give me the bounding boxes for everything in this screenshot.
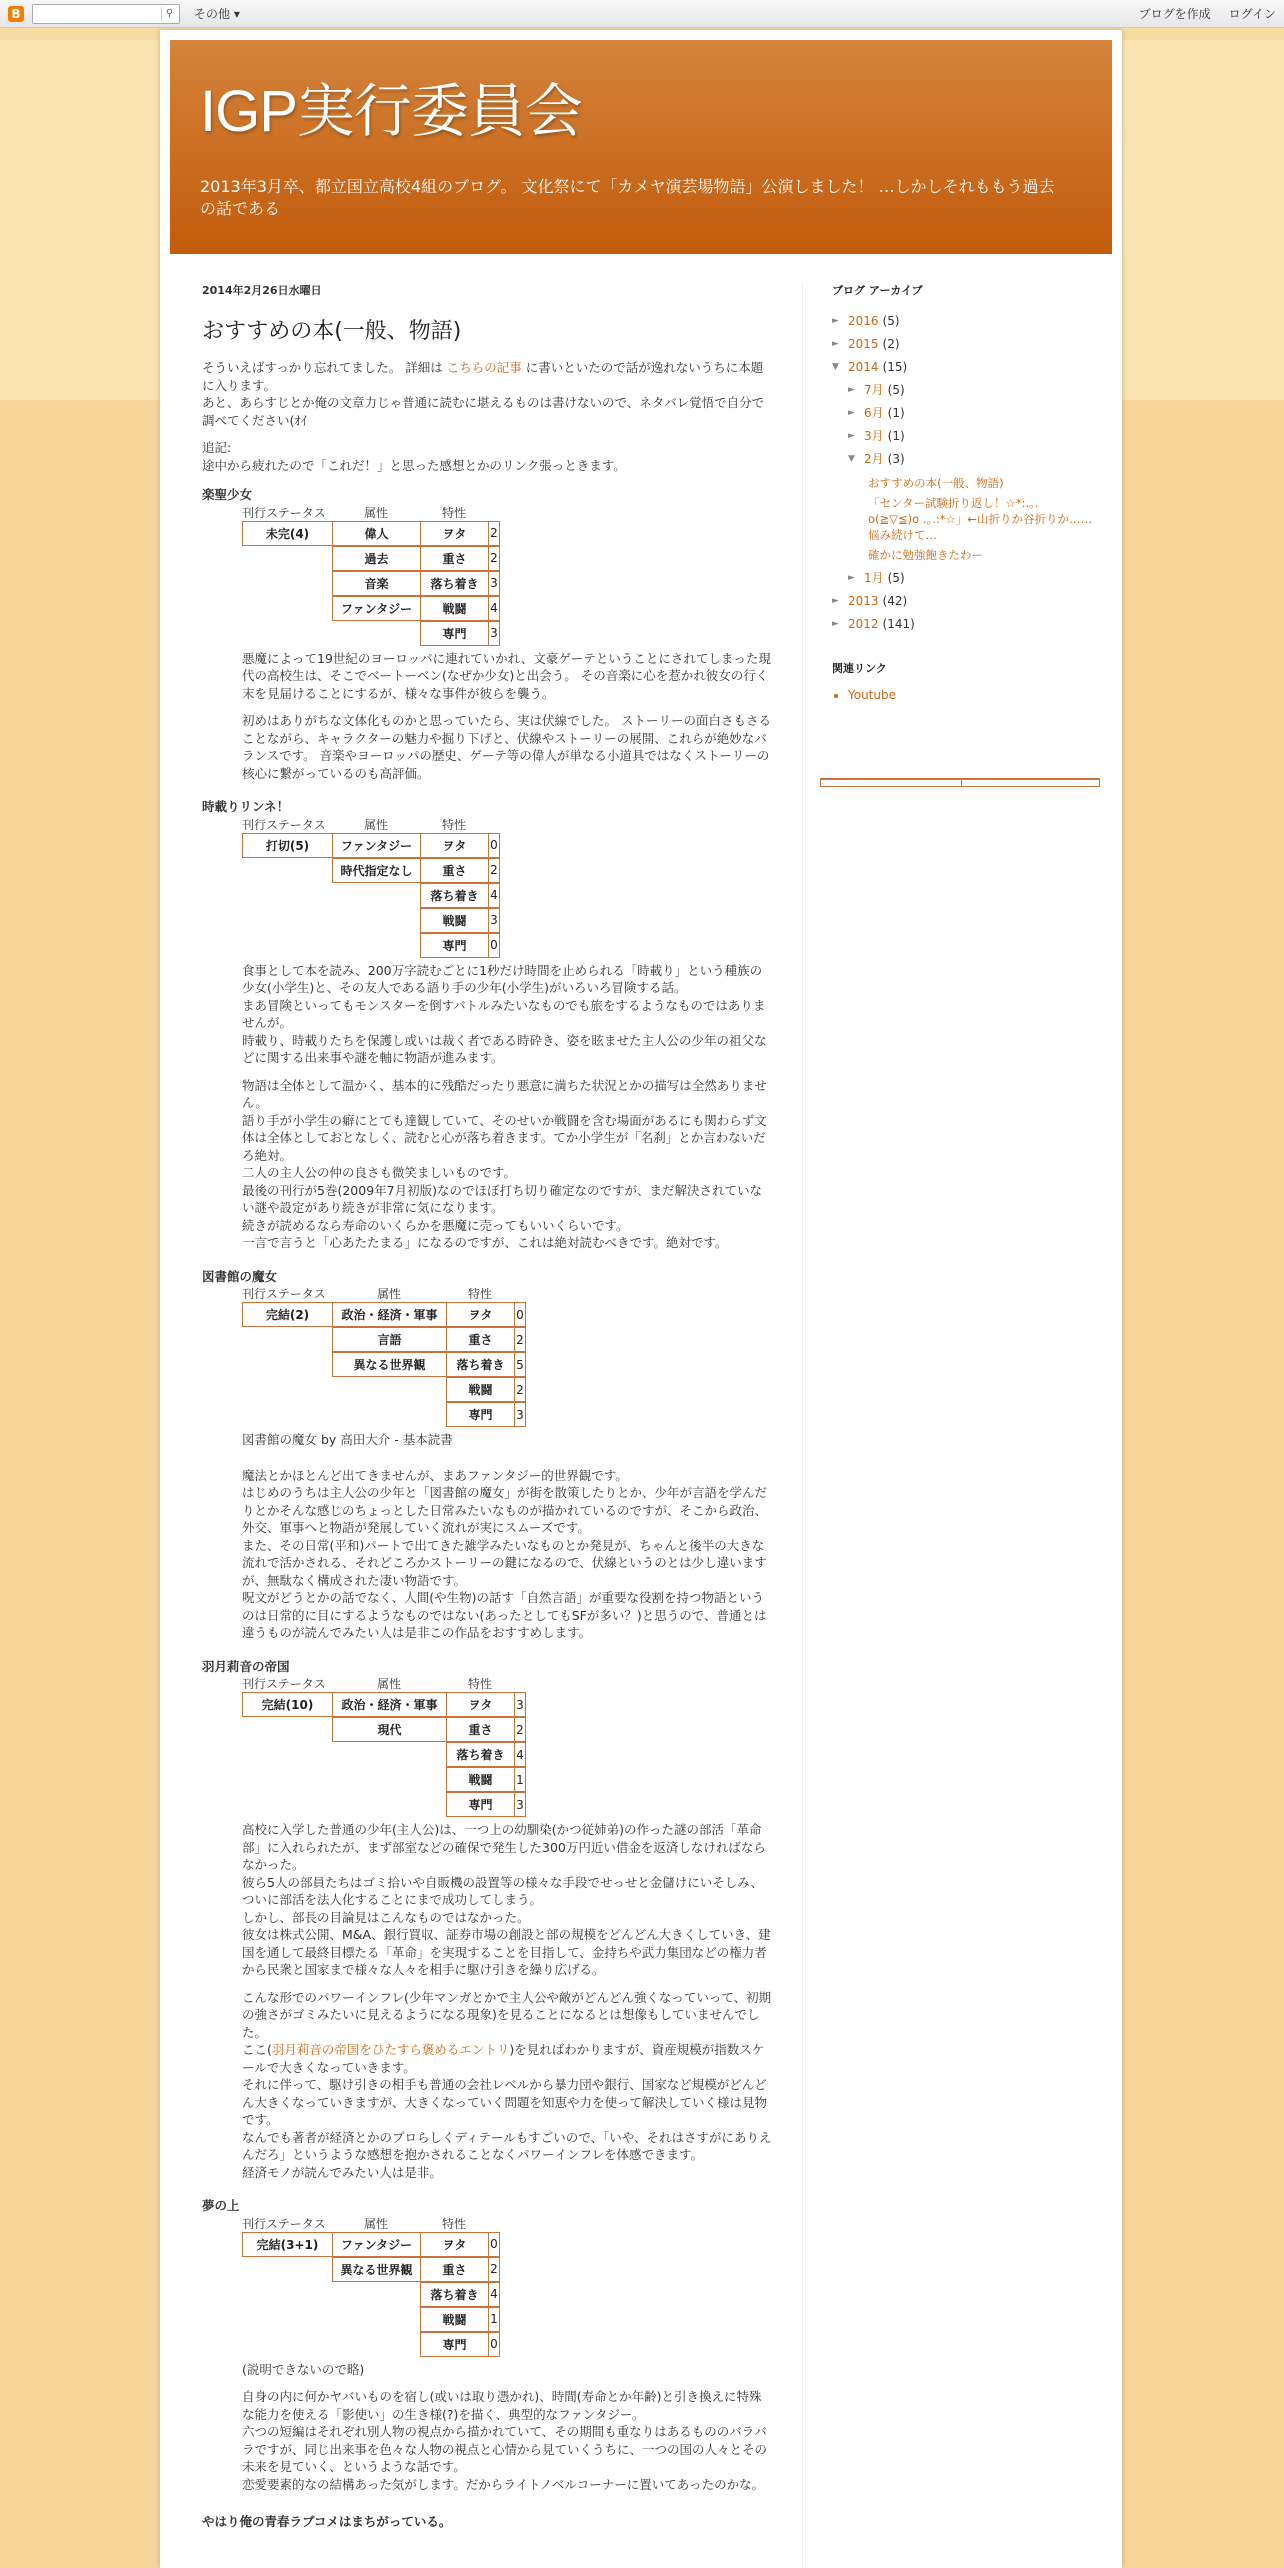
more-menu[interactable]: その他 ▾ [194, 7, 240, 21]
archive-count: (1) [887, 406, 905, 420]
spacer [242, 1979, 772, 1989]
trait-cell: 戦闘 [420, 2307, 489, 2332]
triangle-right-icon[interactable]: ► [832, 596, 839, 606]
attr-cell: 言語 [332, 1327, 447, 1352]
trait-cell: ヲタ [420, 521, 489, 546]
trait-header: 特性 [441, 505, 466, 520]
trait-header: 特性 [441, 817, 466, 832]
book-description [242, 1431, 772, 1652]
triangle-right-icon[interactable]: ► [848, 573, 855, 583]
trait-cell: 落ち着き [446, 1742, 515, 1767]
table-header [242, 504, 772, 521]
related-links [832, 660, 1092, 702]
trait-cell: 専門 [420, 2332, 489, 2357]
archive-count: (42) [882, 594, 908, 608]
trait-value: 1 [488, 2307, 500, 2332]
trait-value: 2 [514, 1717, 526, 1742]
triangle-right-icon[interactable]: ► [848, 408, 855, 418]
archive-item[interactable] [832, 425, 1092, 448]
archive-post-link[interactable]: おすすめの本(一般、物語) [868, 476, 1004, 490]
description-line: 六つの短編はそれぞれ別人物の視点から描かれていて、その期間も重なりはあるもののバラバラですが、同じ出来事を色々な人物の視点と心情から見ていくうちに、一つの国の人々とその未来を見ていく、というような話です。 [242, 2424, 768, 2474]
blogger-logo-icon[interactable]: B [8, 6, 24, 22]
archive-link[interactable]: 6月 [864, 406, 884, 420]
triangle-down-icon[interactable]: ▼ [832, 362, 839, 372]
description-line: 高校に入学した普通の少年(主人公)は、一つ上の幼馴染(かつ従姉弟)の作った謎の部活「革命部」に入れられたが、まず部室などの確保で発生した300万円近い借金を返済しなければならなかった。 [242, 1822, 766, 1872]
attr-cell: 音楽 [332, 571, 421, 596]
description-line: 経済モノが読んでみたい人は是非。 [242, 2164, 442, 2180]
post-title[interactable]: おすすめの本(一般、物語) [202, 319, 462, 344]
description-line: 続きが読めるなら寿命のいくらかを悪魔に売ってもいいくらいです。 [242, 1217, 629, 1233]
attr-cell: 政治・経済・軍事 [332, 1692, 447, 1717]
attr-cell: 過去 [332, 546, 421, 571]
trait-cell: 重さ [446, 1327, 515, 1352]
description-text: ここ( [242, 2042, 272, 2057]
archive-item[interactable] [832, 567, 1092, 590]
status-header: 刊行ステータス [242, 1287, 326, 1301]
book-description [242, 962, 772, 1262]
trait-cell: 落ち着き [420, 571, 489, 596]
description-line: 呪文がどうとかの話でなく、人間(や生物)の話す「自然言語」が重要な役割を持つ物語というのは日常的に目にするようなものではない(あったとしてもSFが多い？)と思うので、普通とは違うものが読んでみたい人は是非この作品をおすすめします。 [242, 1590, 767, 1640]
trait-cell: 専門 [446, 1402, 515, 1427]
trait-value: 3 [514, 1402, 526, 1427]
trait-value: 4 [488, 596, 500, 621]
sidebar-divider [820, 778, 1100, 787]
archive-post-link[interactable]: 確かに勉強飽きたわー [868, 548, 983, 562]
attr-cell: ファンタジー [332, 2232, 421, 2257]
book-description [242, 2361, 772, 2504]
archive-link[interactable]: 2013 [848, 594, 879, 608]
trait-cell: 重さ [420, 2257, 489, 2282]
archive-title: ブログ アーカイブ [832, 284, 923, 297]
status-cell: 完結(3+1) [242, 2232, 333, 2257]
trait-value: 5 [514, 1352, 526, 1377]
description-line: こんな形でのパワーインフレ(少年マンガとかで主人公や敵がどんどん強くなっていって、初期の強さがゴミみたいに見えるようになる現象)を見ることになるとは想像もしていませんでした。 [242, 1989, 772, 2040]
spacer [242, 2493, 772, 2503]
triangle-down-icon[interactable]: ▼ [848, 454, 855, 464]
trait-cell: 戦闘 [446, 1377, 515, 1402]
table-header [242, 1285, 772, 1302]
archive-item[interactable] [832, 333, 1092, 356]
trait-header: 特性 [467, 1287, 492, 1301]
next-book-title: やはり俺の青春ラブコメはまちがっている。 [202, 2514, 452, 2529]
trait-cell: ヲタ [420, 833, 489, 858]
trait-cell: 専門 [420, 933, 489, 958]
book-description [242, 650, 772, 793]
archive-count: (141) [882, 617, 915, 631]
trait-cell: 戦闘 [446, 1767, 515, 1792]
archive-count: (5) [887, 383, 905, 397]
book-block [242, 1285, 772, 1652]
attr-header: 属性 [376, 1287, 401, 1301]
archive-post-link[interactable]: 「センター試験折り返し！☆*:.｡. o(≧▽≦)o .｡.:*☆」←山折りか谷折りか……悩み続けて… [868, 496, 1092, 542]
spacer [242, 1067, 772, 1077]
archive-item[interactable] [832, 590, 1092, 613]
archive-count: (5) [887, 571, 905, 585]
triangle-right-icon[interactable]: ► [832, 339, 839, 349]
trait-cell: 重さ [420, 858, 489, 883]
trait-value: 3 [514, 1692, 526, 1717]
description-line: 彼女は株式公開、M&A、銀行買収、証券市場の創設と部の規模をどんどん大きくしていき、建国を通して最終目標たる「革命」を実現することを目指して、金持ちや武力集団などの権力者から民衆と国家まで様々な人々を相手に駆け引きを繰り広げる。 [242, 1927, 771, 1977]
blogger-navbar [0, 0, 1284, 28]
attr-header: 属性 [363, 817, 388, 832]
spacer [242, 2378, 772, 2388]
archive-link[interactable]: 1月 [864, 571, 884, 585]
status-cell: 完結(10) [242, 1692, 333, 1717]
trait-value: 4 [514, 1742, 526, 1767]
book-table [242, 1302, 772, 1431]
archive-item[interactable] [832, 310, 1092, 333]
search-input[interactable] [32, 4, 180, 24]
trait-value: 3 [488, 621, 500, 646]
attr-cell: ファンタジー [332, 596, 421, 621]
archive-count: (2) [882, 337, 900, 351]
description-text: )を見ればわかりますが、資産規模が指数スケールで大きくなっていきます。 [242, 2042, 765, 2075]
description-line: なんでも著者が経済とかのプロらしくディテールもすごいので、「いや、それはさすがにありえんだろ」というような感想を抱かされることなくパワーインフレを体感できます。 [242, 2129, 772, 2162]
description-line: 物語は全体として温かく、基本的に残酷だったり悪意に満ちた状況とかの描写は全然ありません。 [242, 1077, 767, 1110]
description-line: 魔法とかほとんど出てきませんが、まあファンタジー的世界観です。 [242, 1467, 628, 1483]
triangle-right-icon[interactable]: ► [832, 619, 839, 629]
status-header: 刊行ステータス [242, 1677, 326, 1691]
page-container [160, 30, 1122, 2568]
trait-cell: 重さ [420, 546, 489, 571]
book-table [242, 1692, 772, 1821]
description-line: 彼ら5人の部員たちはゴミ拾いや自販機の設置等の様々な手段でせっせと金儲けにいそしみ、ついに部活を法人化することにまで成功してしまう。 [242, 1874, 763, 1907]
trait-value: 3 [514, 1792, 526, 1817]
intro-paragraph [202, 359, 772, 394]
attr-header: 属性 [363, 505, 388, 520]
postscript-text: 途中から疲れたので「これだ！」と思った感想とかのリンク張っときます。 [202, 457, 626, 473]
description-line: はじめのうちは主人公の少年と「図書館の魔女」が街を散策したりとか、少年が言語を学んだりとかそんな感じのちょっとした日常みたいなものが描かれているのですが、そこから政治、外交、軍事へと物語が発展していく流れが実にスムーズです。 [242, 1485, 768, 1535]
table-header [242, 816, 772, 833]
archive-link[interactable]: 2014 [848, 360, 879, 374]
archive-count: (3) [887, 452, 905, 466]
description-line: 初めはありがちな文体化ものかと思っていたら、実は伏線でした。 ストーリーの面白さもさることながら、キャラクターの魅力や掘り下げと、伏線やストーリーの展開、これらが絶妙なバランスです。 音楽やヨーロッパの歴史、ゲーテ等の偉人が単なる小道具ではなくストーリーの核心に繋がっているのも高評価。 [242, 713, 771, 781]
blog-header [170, 40, 1112, 254]
trait-value: 2 [488, 858, 500, 883]
trait-value: 4 [488, 2282, 500, 2307]
spacer [242, 1642, 772, 1652]
trait-cell: 戦闘 [420, 596, 489, 621]
book-description [242, 1821, 772, 2191]
article-link[interactable]: こちらの記事 [446, 360, 522, 375]
archive-item[interactable] [832, 379, 1092, 402]
book-title: 時載りリンネ！ [202, 799, 290, 814]
related-list [832, 688, 1092, 702]
book-title: 図書館の魔女 [202, 1268, 278, 1284]
description-line: 最後の刊行が5巻(2009年7月初版)なのでほぼ打ち切り確定なのですが、まだ解決されていない謎や設定があり続きが非常に気になります。 [242, 1182, 762, 1215]
book-block [242, 1675, 772, 2191]
trait-value: 2 [488, 521, 500, 546]
book-block [242, 504, 772, 793]
description-line: まあ冒険といってもモンスターを倒すバトルみたいなものでも旅をするようなものではありませんが。 [242, 997, 766, 1030]
book-table [242, 521, 772, 650]
review-link[interactable]: 羽月莉音の帝国をひたすら褒めるエントリ [271, 2042, 510, 2057]
blog-title[interactable]: IGP実行委員会 [200, 79, 582, 144]
description-line: しかし、部長の目論見はこんなものではなかった。 [242, 1909, 530, 1925]
book-block [242, 816, 772, 1262]
trait-value: 0 [488, 833, 500, 858]
attr-cell: ファンタジー [332, 833, 421, 858]
search-icon[interactable]: ⚲ [161, 7, 177, 21]
description-line: 自身の内に何かヤバいものを宿し(或いは取り憑かれ)、時間(寿命とか年齢)と引き換えに特殊な能力を使える「影使い」の生き様(?)を描く、典型的なファンタジー。 [242, 2389, 762, 2422]
description-line: 語り手が小学生の癖にとても達観していて、そのせいか戦闘を含む場面があるにも関わらず文体は全体としておとなしく、読むと心が落ち着きます。てか小学生が「名刹」とか言わないだろ絶対。 [242, 1112, 767, 1163]
attr-cell: 異なる世界観 [332, 2257, 421, 2282]
trait-cell: 戦闘 [420, 908, 489, 933]
book-title: 楽聖少女 [202, 487, 253, 502]
spacer [242, 702, 772, 712]
status-header: 刊行ステータス [242, 2216, 326, 2231]
trait-cell: 落ち着き [446, 1352, 515, 1377]
trait-value: 3 [488, 908, 500, 933]
create-blog-link[interactable]: ブログを作成 [1138, 7, 1211, 21]
trait-value: 0 [488, 2232, 500, 2257]
trait-value: 0 [488, 2332, 500, 2357]
status-cell: 未完(4) [242, 521, 333, 546]
description-line: また、その日常(平和)パートで出てきた雑学みたいなものとか発見が、ちゃんと後半の大きな流れで活かされる、それどころかストーリーの鍵になるので、伏線というのとは少し違いますが、無駄なく構成された凄い物語です。 [242, 1537, 767, 1588]
attr-cell: 時代指定なし [332, 858, 421, 883]
trait-cell: ヲタ [420, 2232, 489, 2257]
status-cell: 完結(2) [242, 1302, 333, 1327]
trait-cell: ヲタ [446, 1302, 515, 1327]
trait-value: 0 [514, 1302, 526, 1327]
archive-count: (15) [882, 360, 908, 374]
status-header: 刊行ステータス [242, 817, 326, 832]
archive-item[interactable] [832, 448, 1092, 471]
attr-cell: 偉人 [332, 521, 421, 546]
trait-value: 2 [514, 1377, 526, 1402]
archive-count: (5) [882, 314, 900, 328]
archive-link[interactable]: 7月 [864, 383, 884, 397]
description-line: 悪魔によって19世紀のヨーロッパに連れていかれ、文豪ゲーテということにされてしまった現代の高校生は、そこでベートーベン(なぜか少女)と出会う。 その音楽に心を惹かれ彼女の行く末を見届けることにするが、様々な事件が彼らを襲う。 [242, 650, 771, 701]
attr-header: 属性 [363, 2216, 388, 2231]
book-block [242, 2215, 772, 2504]
review-link[interactable]: 図書館の魔女 by 高田大介 - 基本読書 [242, 1432, 453, 1447]
description-line [242, 2041, 772, 2076]
trait-value: 2 [514, 1327, 526, 1352]
archive-item[interactable] [832, 402, 1092, 425]
trait-value: 2 [488, 546, 500, 571]
description-line: 食事として本を読み、200万字読むごとに1秒だけ時間を止められる「時載り」という種族の少女(小学生)と、その友人である語り手の少年(小学生)がいろいろ冒険する話。 [242, 962, 763, 995]
attr-cell: 異なる世界観 [332, 1352, 447, 1377]
attr-header: 属性 [376, 1677, 401, 1691]
intro-text-2: に書いといたので話が逸れないうちに本題に入ります。 [202, 360, 764, 393]
description-line: 二人の主人公の仲の良さも微笑ましいものです。 [242, 1165, 517, 1180]
trait-value: 3 [488, 571, 500, 596]
archive-link[interactable]: 2012 [848, 617, 879, 631]
status-header: 刊行ステータス [242, 505, 326, 520]
book-title: 羽月莉音の帝国 [202, 1658, 290, 1674]
main-column [202, 282, 772, 2531]
description-line: (説明できないので略) [242, 2361, 365, 2377]
archive-link[interactable]: 2月 [864, 452, 884, 466]
spacer [242, 1252, 772, 1262]
archive-link[interactable]: 2015 [848, 337, 879, 351]
description-line: 恋愛要素的なの結構あった気がします。だからライトノベルコーナーに置いてあったのかな。 [242, 2476, 765, 2492]
post-body [202, 359, 772, 2531]
triangle-right-icon[interactable]: ► [848, 385, 855, 395]
archive-link[interactable]: 2016 [848, 314, 879, 328]
related-title: 関連リンク [832, 662, 887, 675]
book-list [202, 486, 772, 2503]
triangle-right-icon[interactable]: ► [832, 316, 839, 326]
intro-paragraph-2: あと、あらすじとか俺の文章力じゃ普通に読むに堪えるものは書けないので、ネタバレ覚悟で自分で調べてください(ｵｲ [202, 395, 765, 428]
trait-cell: 落ち着き [420, 2282, 489, 2307]
related-link[interactable]: • Youtube [848, 688, 1092, 702]
login-link[interactable]: ログイン [1228, 7, 1276, 21]
description-line: 時載り、時載りたちを保護し或いは裁く者である時砕き、姿を眩ませた主人公の少年の祖父などに関する出来事や謎を軸に物語が進みます。 [242, 1032, 767, 1065]
trait-cell: 落ち着き [420, 883, 489, 908]
spacer [242, 782, 772, 792]
archive-item[interactable] [832, 613, 1092, 636]
book-table [242, 833, 772, 962]
date-header: 2014年2月26日水曜日 [202, 284, 322, 297]
archive-link[interactable]: 3月 [864, 429, 884, 443]
triangle-right-icon[interactable]: ► [848, 431, 855, 441]
archive-item[interactable] [832, 356, 1092, 379]
trait-cell: 専門 [420, 621, 489, 646]
trait-cell: 専門 [446, 1792, 515, 1817]
more-menu-label: その他 [194, 7, 231, 21]
table-header [242, 2215, 772, 2232]
trait-cell: 重さ [446, 1717, 515, 1742]
book-table [242, 2232, 772, 2361]
postscript-label: 追記: [202, 440, 232, 455]
trait-header: 特性 [441, 2216, 466, 2231]
trait-value: 2 [488, 2257, 500, 2282]
blog-archive [832, 310, 1092, 636]
attr-cell: 現代 [332, 1717, 447, 1742]
column-separator [802, 282, 803, 2568]
blog-description: 2013年3月卒、都立国立高校4組のブログ。 文化祭にて「カメヤ演芸場物語」公演しました！ …しかしそれももう過去の話である [200, 177, 1055, 218]
trait-header: 特性 [467, 1677, 492, 1691]
archive-count: (1) [887, 429, 905, 443]
status-cell: 打切(5) [242, 833, 333, 858]
description-line: 一言で言うと「心あたたまる」になるのですが、これは絶対読むべきです。絶対です。 [242, 1235, 728, 1250]
table-header [242, 1675, 772, 1692]
trait-cell: ヲタ [446, 1692, 515, 1717]
intro-text: そういえばすっかり忘れてました。 詳細は [202, 360, 443, 375]
attr-cell: 政治・経済・軍事 [332, 1302, 447, 1327]
trait-value: 1 [514, 1767, 526, 1792]
sidebar [832, 282, 1092, 702]
book-title: 夢の上 [202, 2198, 240, 2213]
trait-value: 4 [488, 883, 500, 908]
description-line: それに伴って、駆け引きの相手も普通の会社レベルから暴力団や銀行、国家など規模がどんどん大きくなっていきますが、大きくなっていく問題を知恵や力を使って解決していく様は見物です。 [242, 2077, 768, 2127]
spacer [242, 2181, 772, 2191]
trait-value: 0 [488, 933, 500, 958]
